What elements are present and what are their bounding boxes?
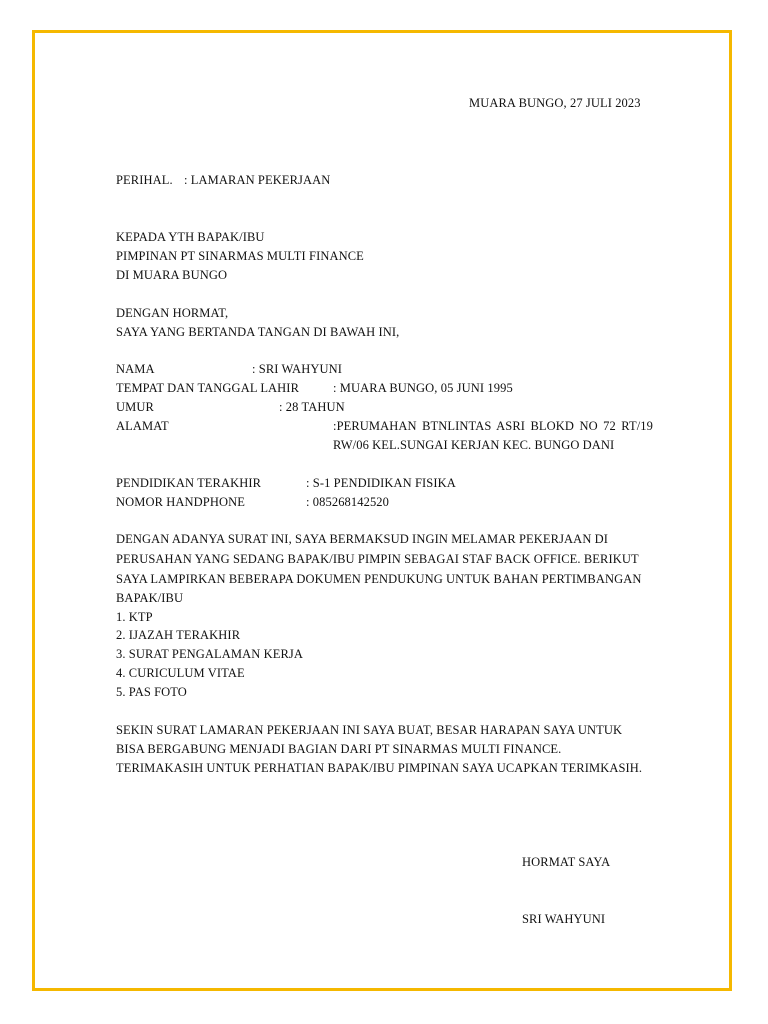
body-line: PERUSAHAN YANG SEDANG BAPAK/IBU PIMPIN SEBAGAI STAF BACK OFFICE. BERIKUT [116,552,639,566]
attachment-item: 4. CURICULUM VITAE [116,666,245,680]
attachment-item: 5. PAS FOTO [116,685,187,699]
field-label-umur: UMUR [116,400,154,414]
subject-label: PERIHAL. [116,173,173,187]
body-line: SAYA LAMPIRKAN BEBERAPA DOKUMEN PENDUKUNG UNTUK BAHAN PERTIMBANGAN [116,572,642,586]
field-value-alamat-line1: :PERUMAHAN BTNLINTAS ASRI BLOKD NO 72 RT/19 [333,419,653,433]
recipient-line: PIMPINAN PT SINARMAS MULTI FINANCE [116,249,364,263]
signoff: HORMAT SAYA [522,855,611,869]
field-value-alamat-line2: RW/06 KEL.SUNGAI KERJAN KEC. BUNGO DANI [333,438,615,452]
closing-line: TERIMAKASIH UNTUK PERHATIAN BAPAK/IBU PIMPINAN SAYA UCAPKAN TERIMKASIH. [116,761,643,775]
field-label-ttl: TEMPAT DAN TANGGAL LAHIR [116,381,300,395]
field-value-pendidikan: : S-1 PENDIDIKAN FISIKA [306,476,456,490]
intro: SAYA YANG BERTANDA TANGAN DI BAWAH INI, [116,325,400,339]
field-value-hp: : 085268142520 [306,495,389,509]
attachment-item: 3. SURAT PENGALAMAN KERJA [116,647,304,661]
subject-value: : LAMARAN PEKERJAAN [184,173,331,187]
field-label-hp: NOMOR HANDPHONE [116,495,245,509]
closing-line: BISA BERGABUNG MENJADI BAGIAN DARI PT SINARMAS MULTI FINANCE. [116,742,562,756]
field-value-ttl: : MUARA BUNGO, 05 JUNI 1995 [333,381,513,395]
signature-name: SRI WAHYUNI [522,912,606,926]
attachment-item: 2. IJAZAH TERAKHIR [116,628,241,642]
recipient-line: DI MUARA BUNGO [116,268,228,282]
recipient-line: KEPADA YTH BAPAK/IBU [116,230,265,244]
closing-line: SEKIN SURAT LAMARAN PEKERJAAN INI SAYA BUAT, BESAR HARAPAN SAYA UNTUK [116,723,623,737]
field-label-pendidikan: PENDIDIKAN TERAKHIR [116,476,262,490]
field-value-umur: : 28 TAHUN [279,400,345,414]
field-label-nama: NAMA [116,362,155,376]
greeting: DENGAN HORMAT, [116,306,229,320]
field-value-nama: : SRI WAHYUNI [252,362,342,376]
place-date: MUARA BUNGO, 27 JULI 2023 [469,96,641,110]
attachment-item: 1. KTP [116,610,153,624]
body-line: BAPAK/IBU [116,591,184,605]
body-line: DENGAN ADANYA SURAT INI, SAYA BERMAKSUD INGIN MELAMAR PEKERJAAN DI [116,532,609,546]
field-label-alamat: ALAMAT [116,419,169,433]
